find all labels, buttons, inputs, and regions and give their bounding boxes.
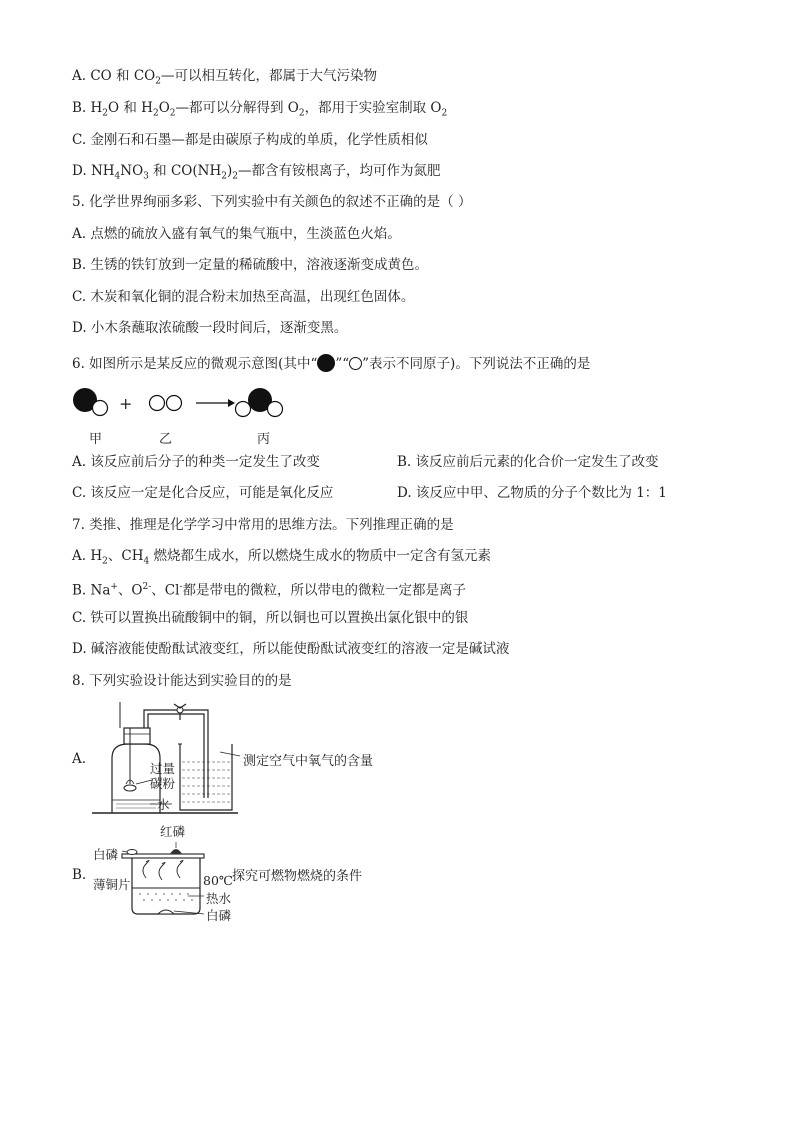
q8-option-a-letter: A. — [72, 751, 87, 767]
q4-option-b: B. $H_2O$ 和 $H_2O_2—$都可以分解得到 $O_2$，都用于实验室制取 $O_2$ — [72, 100, 448, 119]
black-atom-icon — [317, 354, 335, 372]
molecule-yi — [150, 396, 182, 411]
reaction-diagram — [68, 382, 298, 424]
q8-stem: 8. 下列实验设计能达到实验目的的是 — [72, 673, 292, 689]
q7-option-a: A. $H_2$、$CH_4$ 燃烧都生成水，所以燃烧生成水的物质中一定含有氢元素 — [72, 548, 491, 567]
q7-option-d: D. 碱溶液能使酚酞试液变红，所以能使酚酞试液变红的溶液一定是碱试液 — [72, 641, 510, 657]
q8-option-a-caption: 测定空气中氧气的含量 — [243, 754, 374, 769]
q6-stem: 6. 如图所示是某反应的微观示意图(其中“ ”“ ”表示不同原子)。下列说法不正确的是 — [72, 356, 591, 372]
label-temperature: 80℃ — [203, 873, 233, 888]
plus-sign: + — [119, 394, 133, 413]
q6-option-c: C. 该反应一定是化合反应，可能是氧化反应 — [72, 485, 334, 501]
q5-option-c: C. 木炭和氧化铜的混合粉末加热至高温，出现红色固体。 — [72, 289, 415, 305]
q6-option-d: D. 该反应中甲、乙物质的分子个数比为 1：1 — [397, 485, 667, 501]
label-hot-water: 热水 — [206, 891, 232, 906]
q5-option-a: A. 点燃的硫放入盛有氧气的集气瓶中，生淡蓝色火焰。 — [72, 226, 401, 242]
q5-option-b: B. 生锈的铁钉放到一定量的稀硫酸中，溶液逐渐变成黄色。 — [72, 257, 429, 273]
molecule-bing — [236, 388, 283, 417]
label-red-phosphorus: 红磷 — [160, 824, 186, 839]
reaction-arrow — [196, 399, 235, 407]
label-yi: 乙 — [159, 432, 173, 447]
q8-option-b-caption: 探究可燃物燃烧的条件 — [232, 869, 363, 884]
q4-option-a: A. CO 和 $CO_2—$可以相互转化，都属于大气污染物 — [72, 68, 377, 87]
q7-stem: 7. 类推、推理是化学学习中常用的思维方法。下列推理正确的是 — [72, 517, 454, 533]
q7-option-c: C. 铁可以置换出硫酸铜中的铜，所以铜也可以置换出氯化银中的银 — [72, 610, 469, 626]
label-carbon-powder: 碳粉 — [150, 776, 176, 791]
label-white-phosphorus-top: 白磷 — [93, 847, 119, 862]
white-atom-icon — [349, 357, 362, 370]
q6-option-b: B. 该反应前后元素的化合价一定发生了改变 — [397, 454, 659, 470]
label-excess: 过量 — [150, 761, 176, 776]
q4-option-d: D. $NH_4NO_3$ 和 $CO(NH_2)_2—$都含有铵根离子，均可作为氮肥 — [72, 163, 441, 182]
label-water: 水 — [157, 797, 170, 812]
q5-option-d: D. 小木条蘸取浓硫酸一段时间后，逐渐变黑。 — [72, 320, 348, 336]
label-jia: 甲 — [89, 432, 103, 447]
q4-option-c: C. 金刚石和石墨—都是由碳原子构成的单质，化学性质相似 — [72, 132, 428, 148]
q6-option-a: A. 该反应前后分子的种类一定发生了改变 — [72, 454, 320, 470]
label-white-phosphorus-bottom: 白磷 — [206, 908, 232, 923]
label-copper-sheet: 薄铜片 — [93, 877, 131, 892]
q8-option-b-letter: B. — [72, 867, 87, 883]
molecule-jia — [73, 388, 108, 416]
label-bing: 丙 — [257, 432, 271, 447]
q5-stem: 5. 化学世界绚丽多彩、下列实验中有关颜色的叙述不正确的是（ ） — [72, 194, 472, 210]
q7-option-b: B. Na+、$O^{2-}$、Cl-都是带电的微粒，所以带电的微粒一定都是离子 — [72, 582, 466, 599]
